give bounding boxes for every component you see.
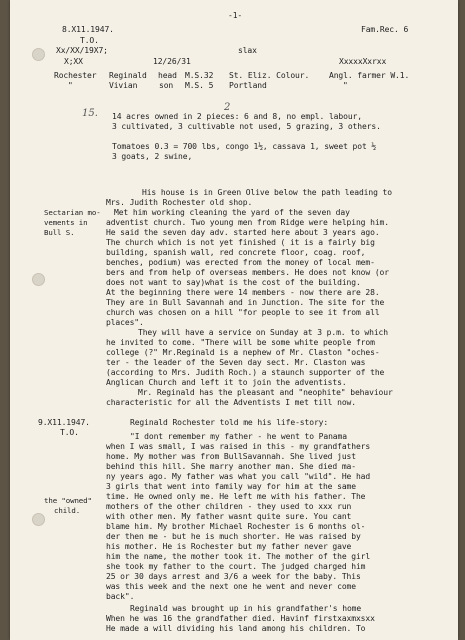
text-line: college (?" Mr.Reginald is a nephew of Mr. Claston "oches- (106, 348, 380, 357)
crop-line: Tomatoes 0.3 = 700 lbs, congo 1½, cassava 1, sweet pot ½ (112, 142, 377, 151)
text-line: with other men. My father wasnt quite sure. You cant (106, 512, 352, 521)
text-line: Reginald Rochester told me his life-story: (130, 418, 329, 427)
text-line: ny years ago. My father was what you call "wild". He had (106, 472, 371, 481)
text-line: 3 girls that went into family way for him at the same (106, 482, 356, 491)
given-name: Vivian (109, 81, 138, 90)
land-line: 3 cultivated, 3 cultivable not used, 5 grazing, 3 others. (112, 122, 381, 131)
handwritten-number: 2 (224, 102, 231, 113)
text-line: when I was small, I was raised in this - my grandfathers (106, 442, 371, 451)
crop-line: 3 goats, 2 swine, (112, 152, 193, 161)
text-line: bers and from help of overseas members. He does not know (or (106, 268, 389, 277)
entry-date: 9.X11.1947. (38, 418, 90, 427)
entry-date: 8.X11.1947. (62, 25, 114, 34)
occupation: Angl. farmer W.1. (329, 71, 410, 80)
text-line: time. He owned only me. He left me with his father. The (106, 492, 366, 501)
text-line: blame him. My brother Michael Rochester is 6 months ol- (106, 522, 366, 531)
date-code: 12/26/31 (153, 57, 191, 66)
relation: head (158, 71, 177, 80)
occupation: " (343, 81, 348, 90)
punch-hole-top (32, 48, 45, 61)
text-line: behind this hill. She marry another man. She died ma- (106, 462, 356, 471)
fam-rec-label: Fam.Rec. 6 (361, 25, 409, 34)
text-line: Reginald was brought up in his grandfather's home (130, 604, 362, 613)
handwritten-mark: 15. (82, 108, 98, 119)
text-line: he invited to come. "There will be some white people from (106, 338, 375, 347)
text-line: was this week and the next one he went and never come (106, 582, 356, 591)
text-line: places". (106, 318, 144, 327)
struck-date: Xx/XX/19X7; (56, 46, 108, 55)
status: M.S. 5 (185, 81, 214, 90)
surname: " (68, 81, 73, 90)
text-line: (according to Mrs. Judith Roch.) a staunch supporter of the (106, 368, 385, 377)
page-number: -1- (228, 11, 243, 20)
birthplace: St. Eliz. Colour. (229, 71, 310, 80)
text-line: ter - the leader of the Seven day sect. Mr. Claston was (106, 358, 366, 367)
text-line: Mr. Reginald has the pleasant and "neophite" behaviour (138, 388, 393, 397)
text-line: him the name, the mother took it. The mother of the girl (106, 552, 371, 561)
struck-code: X;XX (64, 57, 83, 66)
punch-hole-bottom (32, 513, 45, 526)
margin-note: Bull S. (44, 228, 75, 237)
text-line: At the beginning there were 14 members - now there are 28. (106, 288, 380, 297)
text-line: der then me - but he is much shorter. He was raised by (106, 532, 361, 541)
status: M.S.32 (185, 71, 214, 80)
entry-initials: T.O. (80, 36, 99, 45)
text-line: building, spanish wall, red concrete floor, coag. roof, (106, 248, 366, 257)
entry-initials: T.O. (60, 428, 79, 437)
text-line: back". (106, 592, 135, 601)
text-line: benches, podium) was erected from the money of local mem- (106, 258, 375, 267)
text-line: When he was 16 the grandfather died. Havinf firstxaxmxsxx (106, 614, 375, 623)
punch-hole-middle (32, 273, 45, 286)
margin-note: vements in (44, 218, 88, 227)
land-line: 14 acres owned in 2 pieces: 6 and 8, no empl. labour, (112, 112, 362, 121)
text-line: Mrs. Judith Rochester old shop. (106, 198, 253, 207)
text-line: characteristic for all the Adventists I met till now. (106, 398, 356, 407)
text-line: adventist church. Two young men from Ridge were helping him. (106, 218, 389, 227)
text-line: Anglican Church and left it to join the adventists. (106, 378, 347, 387)
text-line: home. My mother was from BullSavannah. She lived just (106, 452, 356, 461)
text-line: his mother. He is Rochester but my father never gave (106, 542, 352, 551)
text-line: church was chosen on a hill "for people to see it from all (106, 308, 380, 317)
text-line: His house is in Green Olive below the path leading to (142, 188, 392, 197)
birthplace: Portland (229, 81, 267, 90)
struck-text: slax (238, 46, 257, 55)
text-line: "I dont remember my father - he went to Panama (130, 432, 347, 441)
margin-note: the "owned" (44, 496, 92, 505)
typed-page (10, 0, 458, 640)
text-line: They are in Bull Savannah and in Junction. The site for the (106, 298, 385, 307)
surname: Rochester (54, 71, 97, 80)
text-line: 25 or 30 days arrest and 3/6 a week for the baby. This (106, 572, 361, 581)
struck-right: XxxxxXxrxx (339, 57, 387, 66)
relation: son (159, 81, 174, 90)
text-line: Met him working cleaning the yard of the seven day (114, 208, 350, 217)
text-line: He said the seven day adv. started here about 3 years ago. (106, 228, 380, 237)
given-name: Reginald (109, 71, 147, 80)
text-line: The church which is not yet finished ( it is a fairly big (106, 238, 375, 247)
text-line: He made a will dividing his land among his children. To (106, 624, 366, 633)
margin-note: child. (54, 506, 81, 515)
text-line: mothers of the other children - they used to xxx run (106, 502, 352, 511)
margin-note: Sectarian mo- (44, 208, 101, 217)
text-line: They will have a service on Sunday at 3 p.m. to which (138, 328, 388, 337)
text-line: she took my father to the court. The judged charged him (106, 562, 366, 571)
text-line: does not want to say)what is the cost of the building. (106, 278, 361, 287)
